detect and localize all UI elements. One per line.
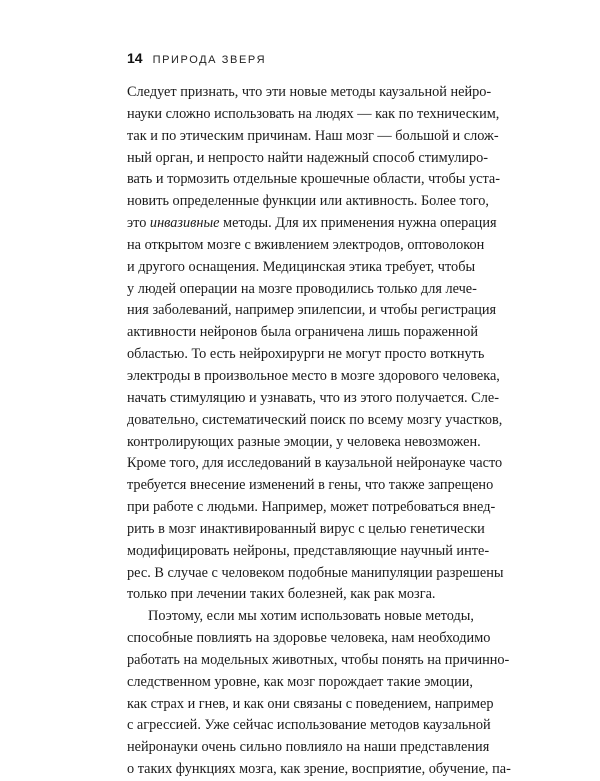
text-line: на открытом мозге с вживлением электродов, оптоволокон (127, 236, 485, 253)
text-line: следственном уровне, как мозг порождает такие эмоции, (127, 673, 473, 690)
section-title: ПРИРОДА ЗВЕРЯ (152, 54, 267, 66)
text-line: Поэтому, если мы хотим использовать новые методы, (148, 608, 474, 625)
body-text (127, 82, 511, 781)
text-line: способные повлиять на здоровье человека, нам необходимо (127, 630, 491, 647)
text-line: о таких функциях мозга, как зрение, восприятие, обучение, па- (127, 761, 511, 778)
text-line: рить в мозг инактивированный вирус с целью генетически (127, 520, 485, 537)
text-line: только при лечении таких болезней, как рак мозга. (127, 586, 436, 603)
text-line: электроды в произвольное место в мозге здорового человека, (127, 367, 500, 384)
text-line: это инвазивные методы. Для их применения нужна операция (127, 215, 497, 232)
text-line: контролирующих разные эмоции, у человека невозможен. (127, 433, 481, 450)
text-line: областью. То есть нейрохирурги не могут просто воткнуть (127, 346, 485, 363)
text-line: у людей операции на мозге проводились только для лече- (127, 280, 477, 297)
text-line: науки сложно использовать на людях — как по техническим, (127, 105, 500, 122)
text-line: новить определенные функции или активность. Более того, (127, 193, 489, 210)
text-line: рес. В случае с человеком подобные манипуляции разрешены (127, 564, 504, 581)
text-line: Следует признать, что эти новые методы каузальной нейро- (127, 84, 492, 100)
text-line: так и по этическим причинам. Наш мозг — большой и слож- (127, 127, 499, 144)
text-line: модифицировать нейроны, представляющие научный инте- (127, 542, 490, 559)
text-line: требуется внесение изменений в гены, что также запрещено (127, 477, 494, 494)
text-line: нейронауки очень сильно повлияло на наши представления (127, 739, 490, 756)
text-line: ный орган, и непросто найти надежный способ стимулиро- (127, 149, 489, 166)
text-line: с агрессией. Уже сейчас использование методов каузальной (127, 717, 491, 734)
text-line: при работе с людьми. Например, может потребоваться внед- (127, 499, 496, 516)
running-head (127, 50, 266, 66)
emphasized-term: инвазивные (149, 215, 220, 232)
text-line: Кроме того, для исследований в каузальной нейронауке часто (127, 455, 503, 472)
text-line: довательно, систематический поиск по всему мозгу участков, (127, 411, 503, 428)
text-line: как страх и гнев, и как они связаны с поведением, например (127, 695, 494, 712)
page-number: 14 (127, 50, 143, 66)
text-line: активности нейронов была ограничена лишь пораженной (127, 324, 478, 341)
text-line: ния заболеваний, например эпилепсии, и чтобы регистрация (127, 302, 497, 319)
text-line: начать стимуляцию и узнавать, что из этого получается. Сле- (127, 389, 499, 406)
text-line: и другого оснащения. Медицинская этика требует, чтобы (127, 258, 476, 275)
text-line: вать и тормозить отдельные крошечные области, чтобы уста- (127, 171, 500, 188)
text-line: работать на модельных животных, чтобы понять на причинно- (127, 651, 510, 668)
